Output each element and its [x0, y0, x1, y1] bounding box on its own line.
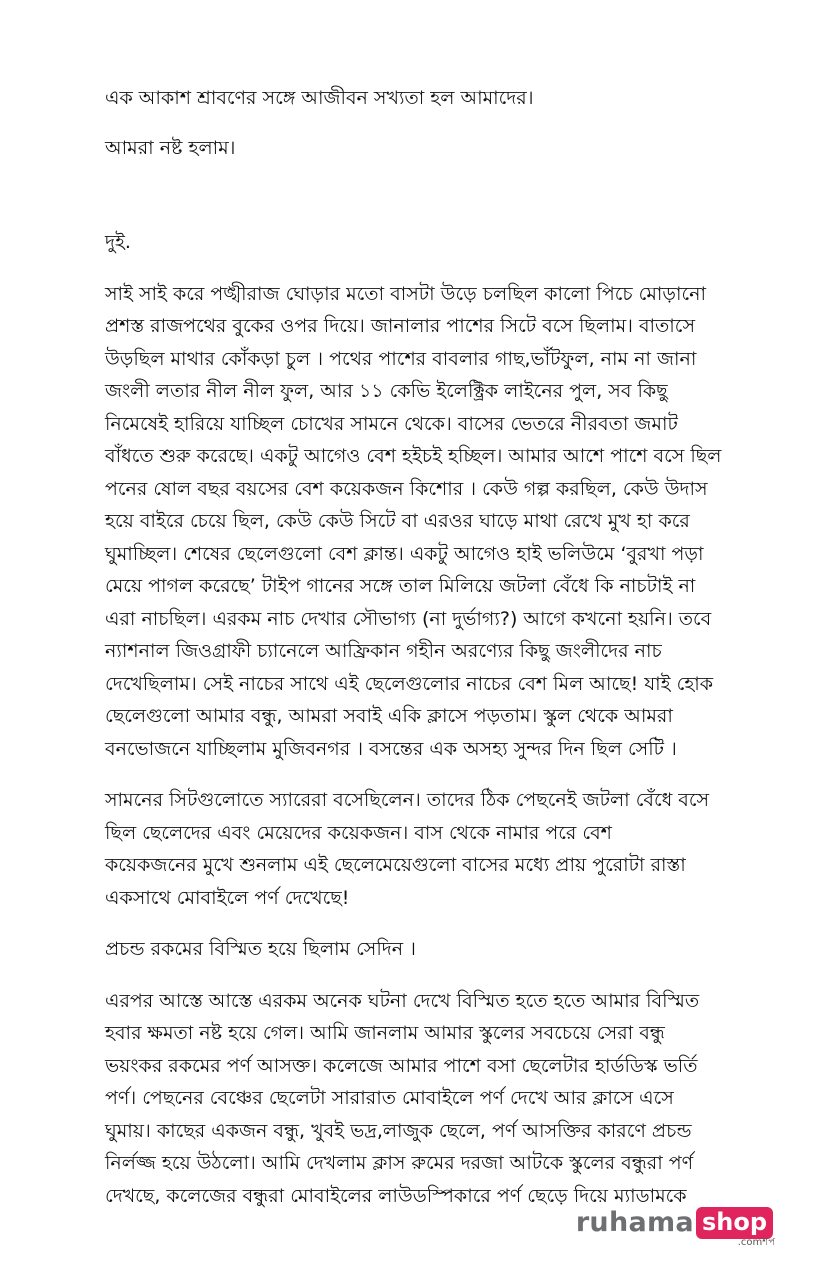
paragraph-line: ছিল ছেলেদের এবং মেয়েদের কয়েকজন। বাস থেকে নামার পরে বেশ	[105, 821, 612, 844]
logo-shop-badge	[696, 1207, 775, 1248]
paragraph-line: দেখছে, কলেজের বন্ধুরা মোবাইলের লাউডস্পিকারে পর্ণ ছেড়ে দিয়ে ম্যাডামকে	[105, 1184, 687, 1207]
paragraph-line: কয়েকজনের মুখে শুনলাম এই ছেলেমেয়েগুলো বাসের মধ্যে প্রায় পুরোটা রাস্তা	[105, 854, 686, 876]
paragraph-3	[105, 933, 725, 966]
paragraph-line: এরপর আস্তে আস্তে এরকম অনেক ঘটনা দেখে বিস্মিত হতে হতে আমার বিস্মিত	[105, 989, 700, 1012]
paragraph-line: মেয়ে পাগল করেছে’ টাইপ গানের সঙ্গে তাল মিলিয়ে জটলা বেঁধে কি নাচটাই না	[105, 575, 696, 597]
paragraph-line: হবার ক্ষমতা নষ্ট হয়ে গেল। আমি জানলাম আমার স্কুলের সবচেয়ে সেরা বন্ধু	[105, 1022, 665, 1044]
paragraph-line: ন্যাশনাল জিওগ্রাফী চ্যানেলে আফ্রিকান গহীন অরণ্যের কিছু জংলীদের নাচ	[105, 640, 662, 662]
paragraph-1	[105, 278, 725, 766]
paragraph-line: ছেলেগুলো আমার বন্ধু, আমরা সবাই একি ক্লাসে পড়তাম। স্কুল থেকে আমরা	[105, 705, 673, 727]
paragraph-line: উড়ছিল মাথার কোঁকড়া চুল । পথের পাশের বাবলার গাছ,ভাঁটফুল, নাম না জানা	[105, 347, 697, 370]
paragraph-line: সামনের সিটগুলোতে স্যারেরা বসেছিলেন। তাদের ঠিক পেছনেই জটলা বেঁধে বসে	[105, 789, 710, 811]
ruhamashop-logo	[575, 1207, 775, 1248]
section-heading: দুই.	[105, 231, 131, 253]
paragraph-line: ঘুমায়। কাছের একজন বন্ধু, খুবই ভদ্র,লাজুক ছেলে, পর্ণ আসক্তির কারণে প্রচন্ড	[105, 1119, 692, 1142]
logo-wordmark: ruhama	[575, 1207, 694, 1238]
page-body	[105, 82, 725, 1212]
intro-line-2: আমরা নষ্ট হলাম।	[105, 136, 236, 159]
paragraph-line: নিমেষেই হারিয়ে যাচ্ছিল চোখের সামনে থেকে। বাসের ভেতরে নীরবতা জমাট	[105, 412, 678, 435]
intro-line-1: এক আকাশ শ্রাবণের সঙ্গে আজীবন সখ্যতা হল আমাদের।	[105, 87, 534, 109]
logo-shop-text: shop	[701, 1208, 767, 1236]
paragraph-line: সাই সাই করে পঙ্খীরাজ ঘোড়ার মতো বাসটা উড়ে চলছিল কালো পিচে মোড়ানো	[105, 282, 706, 305]
paragraph-line: পর্ণ। পেছনের বেঞ্চের ছেলেটা সারারাত মোবাইলে পর্ণ দেখে আর ক্লাসে এসে	[105, 1087, 674, 1109]
paragraph-4	[105, 985, 725, 1213]
paragraph-line: প্রশস্ত রাজপথের বুকের ওপর দিয়ে। জানালার পাশের সিটে বসে ছিলাম। বাতাসে	[105, 315, 695, 337]
paragraph-line: হয়ে বাইরে চেয়ে ছিল, কেউ কেউ সিটে বা এরওর ঘাড়ে মাথা রেখে মুখ হা করে	[105, 510, 690, 532]
paragraph-line: ঘুমাচ্ছিল। শেষের ছেলেগুলো বেশ ক্লান্ত। একটু আগেও হাই ভলিউমে ‘বুরখা পড়া	[105, 542, 704, 565]
paragraph-line: প্রচন্ড রকমের বিস্মিত হয়ে ছিলাম সেদিন ।	[105, 938, 416, 960]
paragraph-line: ভয়ংকর রকমের পর্ণ আসক্ত। কলেজে আমার পাশে বসা ছেলেটার হার্ডডিস্ক ভর্তি	[105, 1054, 698, 1077]
paragraph-2	[105, 784, 725, 914]
paragraph-line: দেখেছিলাম। সেই নাচের সাথে এই ছেলেগুলোর নাচের বেশ মিল আছে! যাই হোক	[105, 672, 714, 695]
paragraph-line: পনের ষোল বছর বয়সের বেশ কয়েকজন কিশোর । কেউ গল্প করছিল, কেউ উদাস	[105, 477, 708, 500]
paragraph-line: এরা নাচছিল। এরকম নাচ দেখার সৌভাগ্য (না দুর্ভাগ্য?) আগে কখনো হয়নি। তবে	[105, 607, 712, 630]
paragraph-line: একসাথে মোবাইলে পর্ণ দেখেছে!	[105, 886, 350, 909]
paragraph-line: বনভোজনে যাচ্ছিলাম মুজিবনগর । বসন্তের এক অসহ্য সুন্দর দিন ছিল সেটি ।	[105, 737, 677, 760]
paragraph-line: নির্লজ্জ হয়ে উঠলো। আমি দেখলাম ক্লাস রুমের দরজা আটকে স্কুলের বন্ধুরা পর্ণ	[105, 1152, 694, 1174]
paragraph-line: জংলী লতার নীল নীল ফুল, আর ১১ কেভি ইলেক্ট্রিক লাইনের পুল, সব কিছু	[105, 380, 668, 402]
paragraph-line: বাঁধতে শুরু করেছে। একটু আগেও বেশ হইচই হচ্ছিল। আমার আশে পাশে বসে ছিল	[105, 445, 722, 467]
logo-domain-text: .comশপ	[737, 1237, 775, 1248]
